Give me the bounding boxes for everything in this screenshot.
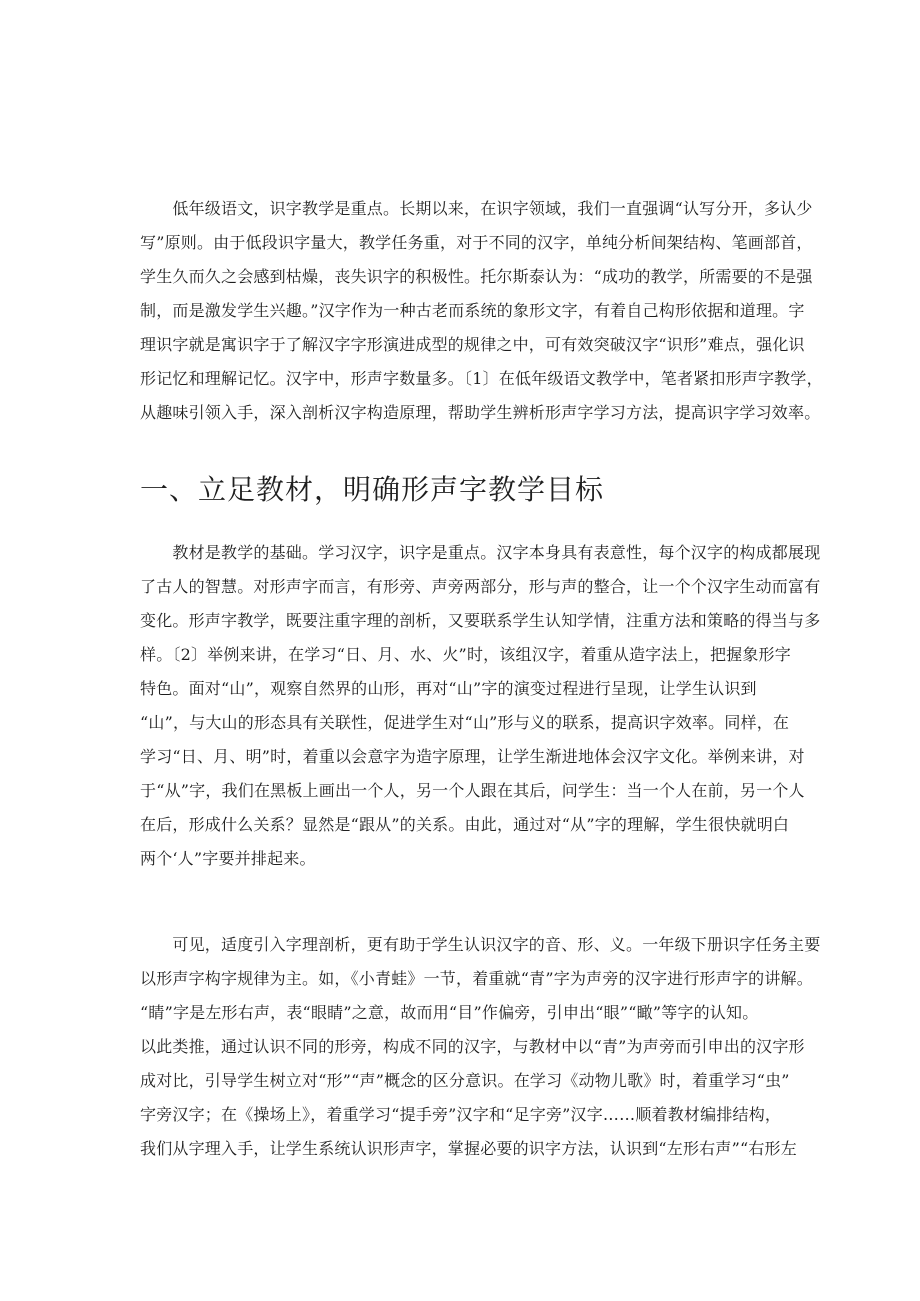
text-line: 在后，形成什么关系？显然是“跟从”的关系。由此，通过对“从”字的理解，学生很快就明白 [140,815,790,834]
text-line: 可见，适度引入字理剖析，更有助于学生认识汉字的音、形、义。一年级下册识字任务主要 [140,935,821,954]
text-line: 低年级语文，识字教学是重点。长期以来，在识字领域，我们一直强调“认写分开，多认少 [140,199,813,218]
text-line: 字旁汉字；在《操场上》，着重学习“提手旁”汉字和“足字旁”汉字……顺着教材编排结构， [140,1105,782,1124]
text-line: 变化。形声字教学，既要注重字理的剖析，又要联系学生认知学情，注重方法和策略的得当与多 [140,611,821,630]
text-line: 学生久而久之会感到枯燥，丧失识字的积极性。托尔斯泰认为：“成功的教学，所需要的不是强 [140,267,813,286]
text-line: “睛”字是左形右声，表“眼睛”之意，故而用“目”作偏旁，引申出“眼”“瞰”等字的认知。 [140,1003,759,1022]
section-heading: 一、立足教材，明确形声字教学目标 [140,473,605,506]
text-line: 成对比，引导学生树立对“形”“声”概念的区分意识。在学习《动物儿歌》时，着重学习“虫” [140,1071,790,1090]
text-line: 制，而是激发学生兴趣。”汉字作为一种古老而系统的象形文字，有着自己构形依据和道理。字 [140,301,805,320]
text-line: 理识字就是寓识字于了解汉字字形演进成型的规律之中，可有效突破汉字“识形”难点，强化识 [140,335,805,354]
text-line: 于“从”字，我们在黑板上画出一个人，另一个人跟在其后，问学生：当一个人在前，另一个人 [140,781,805,800]
text-line: 了古人的智慧。对形声字而言，有形旁、声旁两部分，形与声的整合，让一个个汉字生动而富有 [140,577,821,596]
text-line: 以此类推，通过认识不同的形旁，构成不同的汉字，与教材中以“青”为声旁而引申出的汉字形 [140,1037,805,1056]
text-line: 以形声字构字规律为主。如，《小青蛙》一节，着重就“青”字为声旁的汉字进行形声字的讲解。 [140,969,813,988]
text-line: 我们从字理入手，让学生系统认识形声字，掌握必要的识字方法，认识到“左形右声”“右形左 [140,1139,797,1158]
text-line: 从趣味引领入手，深入剖析汉字构造原理，帮助学生辨析形声字学习方法，提高识字学习效率。 [140,403,821,422]
text-line: 学习“日、月、明”时，着重以会意字为造字原理，让学生渐进地体会汉字文化。举例来讲，对 [140,747,805,766]
text-line: “山”，与大山的形态具有关联性，促进学生对“山”形与义的联系，提高识字效率。同样，在 [140,713,790,732]
text-line: 教材是教学的基础。学习汉字，识字是重点。汉字本身具有表意性，每个汉字的构成都展现 [140,543,821,562]
text-line: 两个‘人”字要并排起来。 [140,849,316,868]
intro-paragraph [140,192,823,430]
text-line: 写”原则。由于低段识字量大，教学任务重，对于不同的汉字，单纯分析间架结构、笔画部首， [140,233,813,252]
section2-paragraph [140,928,821,1166]
section1-paragraph [140,536,821,876]
text-line: 形记忆和理解记忆。汉字中，形声字数量多。〔1〕在低年级语文教学中，笔者紧扣形声字教学， [140,369,823,388]
text-line: 样。〔2〕举例来讲，在学习“日、月、水、火”时，该组汉字，着重从造字法上，把握象形字 [140,645,791,664]
text-line: 特色。面对“山”，观察自然界的山形，再对“山”字的演变过程进行呈现，让学生认识到 [140,679,757,698]
